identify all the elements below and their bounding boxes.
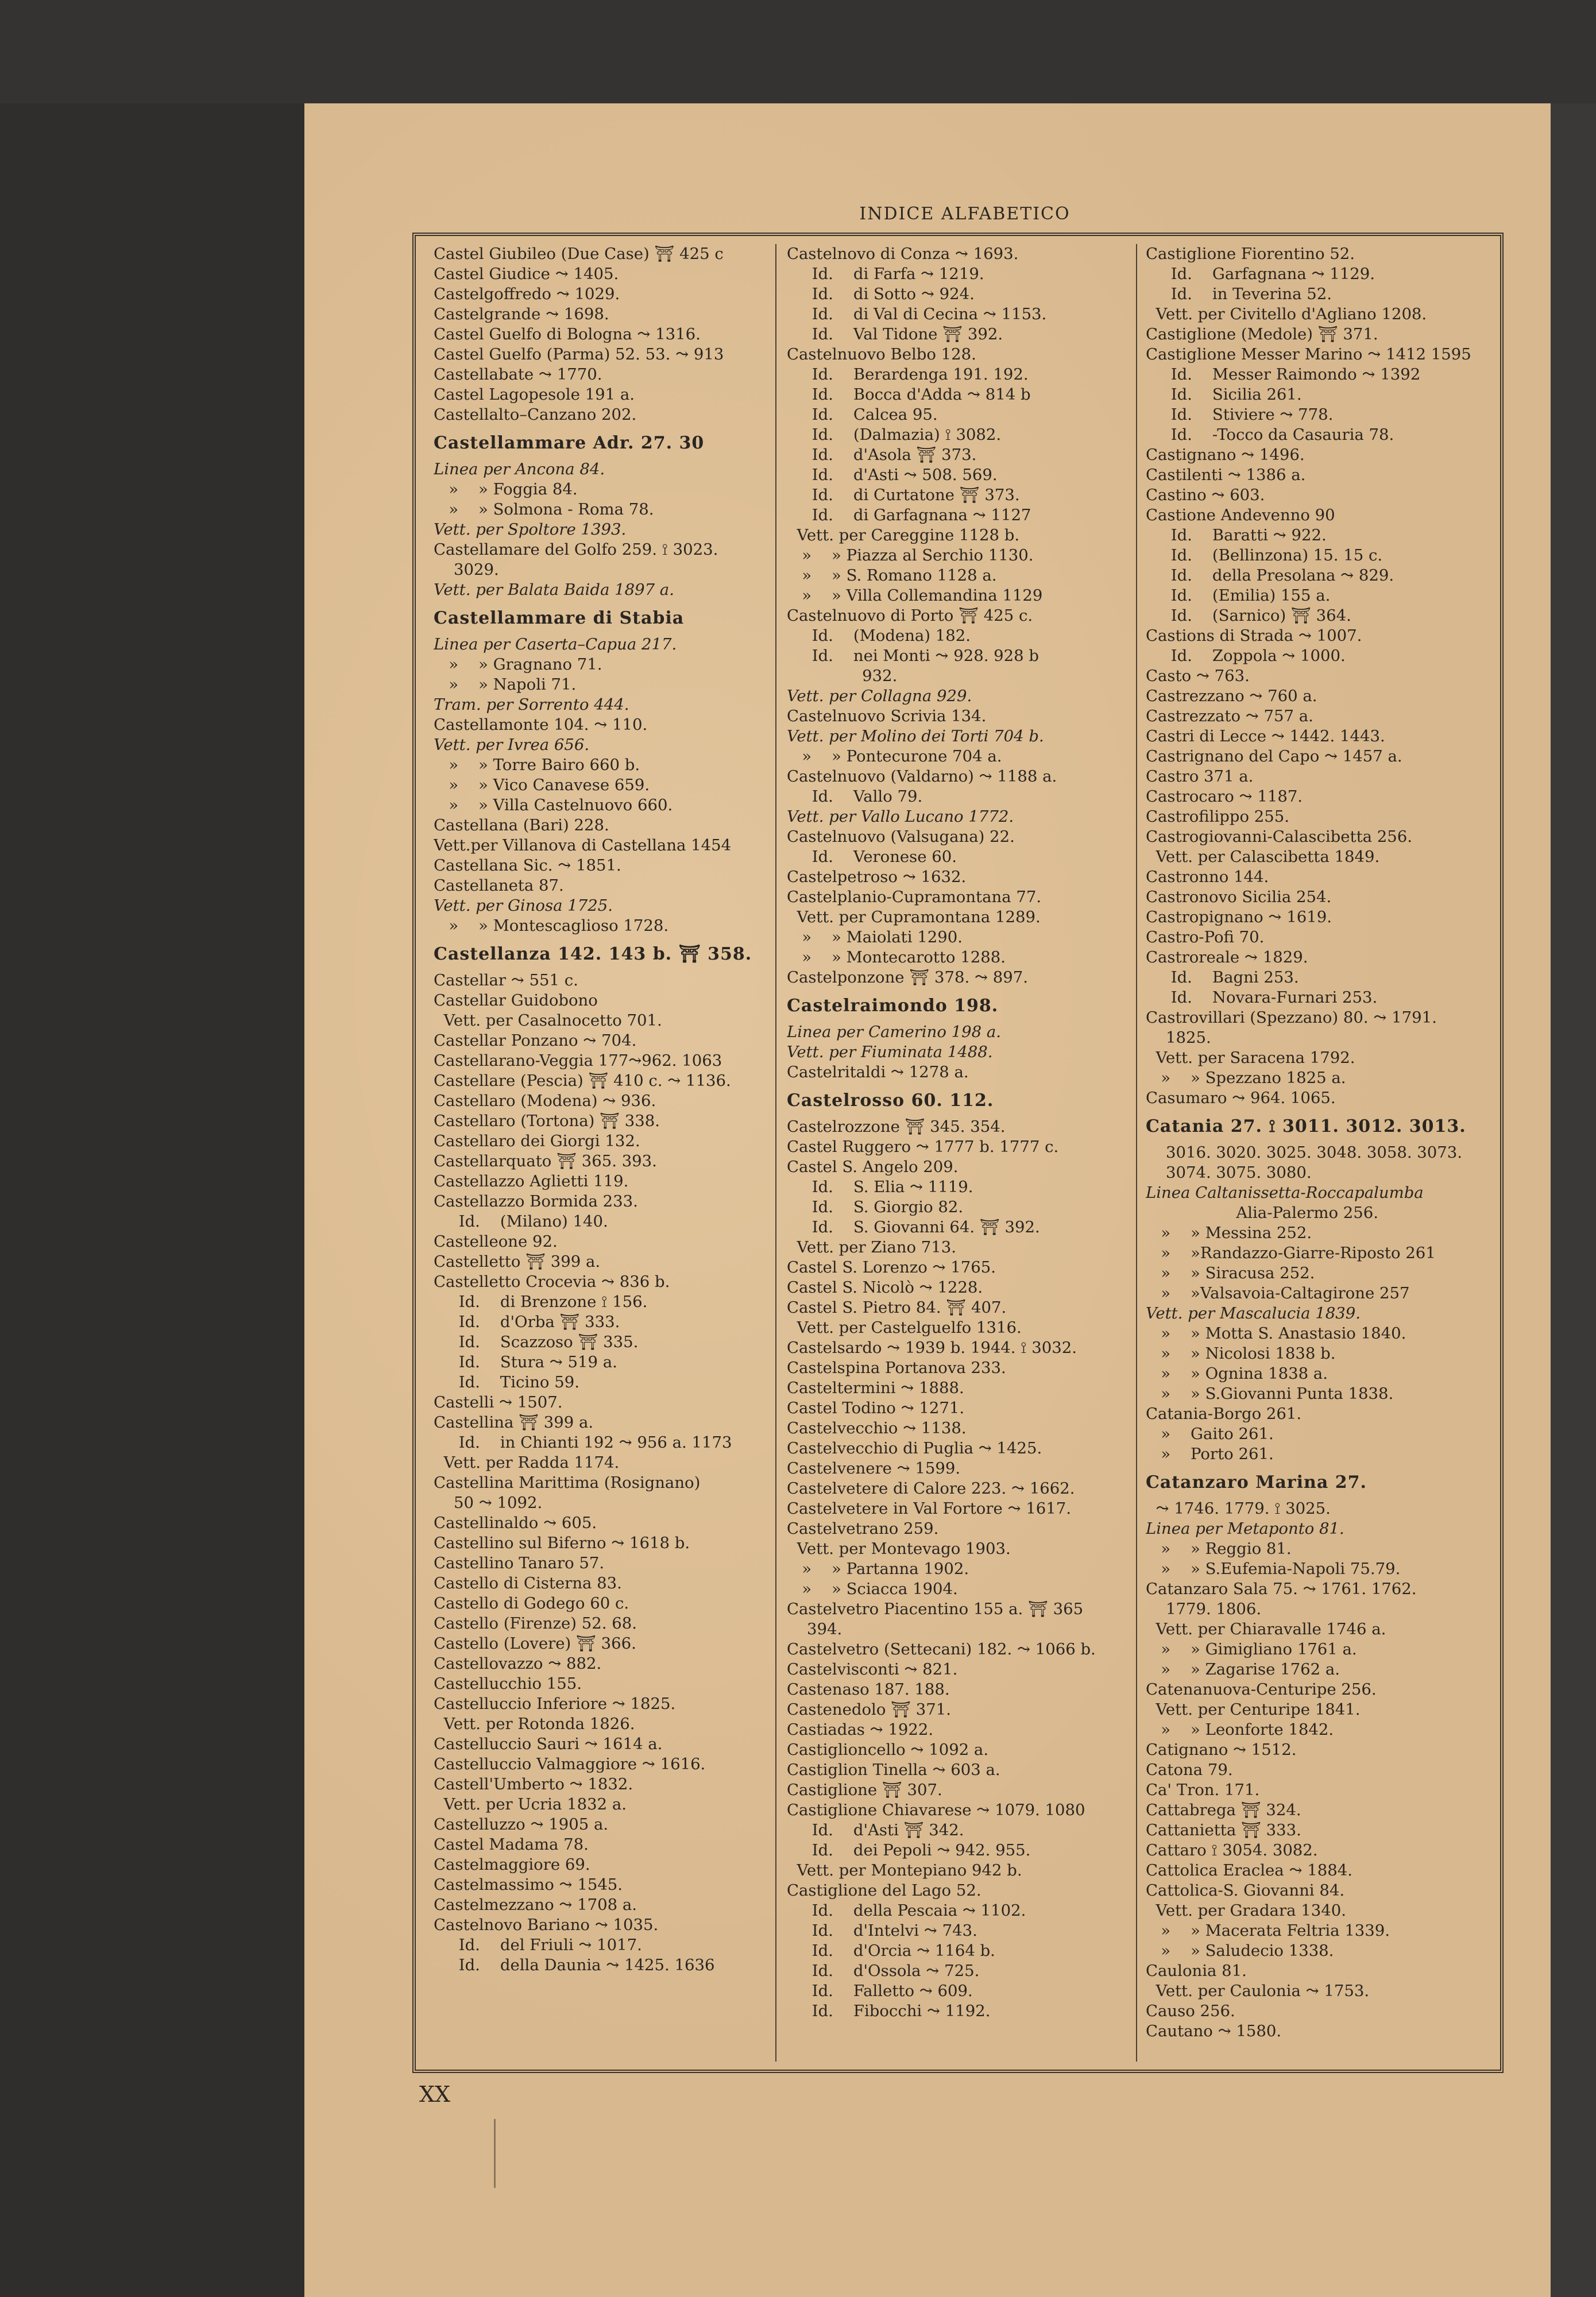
index-entry: Id. della Daunia ⤳ 1425. 1636 — [434, 1956, 715, 1974]
index-entry: Vett. per Montepiano 942 b. — [787, 1861, 1022, 1880]
index-entry: 50 ⤳ 1092. — [434, 1494, 543, 1512]
index-entry: Castellinaldo ⤳ 605. — [434, 1514, 597, 1532]
column-separator — [1136, 244, 1137, 2062]
index-entry: Castellina Marittima (Rosignano) — [434, 1474, 701, 1492]
page-header: INDICE ALFABETICO — [859, 204, 1071, 224]
page-number: XX — [419, 2082, 451, 2107]
index-entry: » » Reggio 81. — [1146, 1540, 1292, 1558]
index-entry: Castelmaggiore 69. — [434, 1855, 590, 1874]
index-entry: Castellalto–Canzano 202. — [434, 405, 637, 424]
index-entry: Id. Novara-Furnari 253. — [1146, 988, 1378, 1007]
index-entry: » » Napoli 71. — [434, 675, 577, 694]
index-entry: Id. (Bellinzona) 15. 15 c. — [1146, 546, 1383, 564]
index-entry: » » Montescaglioso 1728. — [434, 917, 669, 935]
index-entry: Castel S. Lorenzo ⤳ 1765. — [787, 1258, 996, 1277]
index-entry: Castroreale ⤳ 1829. — [1146, 948, 1308, 966]
index-entry: Vett. per Cupramontana 1289. — [787, 908, 1041, 926]
index-entry: Castelraimondo 198. — [787, 996, 999, 1016]
index-entry: Castellina ⛩ 399 a. — [434, 1413, 594, 1432]
index-entry: Caulonia 81. — [1146, 1962, 1247, 1980]
index-entry: Linea Caltanissetta-Roccapalumba — [1146, 1184, 1424, 1202]
index-entry: Castelnuovo (Valsugana) 22. — [787, 827, 1015, 846]
index-entry: Castellovazzo ⤳ 882. — [434, 1654, 602, 1673]
index-entry: Id. Veronese 60. — [787, 848, 957, 866]
scan-background-left — [0, 103, 304, 2297]
index-entry: Id. d'Ossola ⤳ 725. — [787, 1962, 980, 1980]
index-entry: Castellamare del Golfo 259. ⟟ 3023. — [434, 540, 718, 559]
index-entry: Castell'Umberto ⤳ 1832. — [434, 1775, 633, 1793]
index-entry: Casumaro ⤳ 964. 1065. — [1146, 1089, 1336, 1107]
index-entry: Vett. per Chiaravalle 1746 a. — [1146, 1620, 1386, 1638]
index-entry: Id. d'Intelvi ⤳ 743. — [787, 1921, 977, 1940]
index-entry: Id. Garfagnana ⤳ 1129. — [1146, 265, 1375, 283]
index-entry: Castel S. Angelo 209. — [787, 1158, 959, 1176]
index-entry: Id. Fibocchi ⤳ 1192. — [787, 2002, 991, 2020]
index-entry: Id. (Milano) 140. — [434, 1212, 608, 1231]
index-entry: Castello di Godego 60 c. — [434, 1594, 629, 1612]
index-entry: Castellaneta 87. — [434, 876, 564, 895]
index-entry: Castrofilippo 255. — [1146, 807, 1289, 826]
index-entry: Castellammare Adr. 27. 30 — [434, 433, 705, 453]
index-entry: Castelritaldi ⤳ 1278 a. — [787, 1063, 969, 1081]
index-entry: » » Spezzano 1825 a. — [1146, 1069, 1346, 1087]
index-column-1 — [434, 244, 767, 2062]
index-entry: Cattabrega ⛩ 324. — [1146, 1801, 1301, 1819]
index-entry: Linea per Camerino 198 a. — [787, 1023, 1002, 1041]
index-entry: Castiglione Fiorentino 52. — [1146, 245, 1355, 263]
index-entry: Castellar Guidobono — [434, 991, 598, 1010]
index-entry: Vett. per Collagna 929. — [787, 687, 972, 705]
index-entry: Id. in Teverina 52. — [1146, 285, 1332, 303]
index-entry: Castellaro dei Giorgi 132. — [434, 1132, 640, 1150]
index-entry: Id. d'Orcia ⤳ 1164 b. — [787, 1942, 995, 1960]
index-entry: Id. del Friuli ⤳ 1017. — [434, 1936, 642, 1954]
index-entry: Castelmassimo ⤳ 1545. — [434, 1876, 623, 1894]
index-entry: » » Torre Bairo 660 b. — [434, 756, 640, 774]
index-entry: Vett. per Ginosa 1725. — [434, 896, 613, 915]
index-entry: Catanzaro Marina 27. — [1146, 1472, 1367, 1492]
index-entry: » » Messina 252. — [1146, 1224, 1312, 1242]
index-entry: Vett. per Rotonda 1826. — [434, 1715, 635, 1733]
index-entry: Cattaro ⟟ 3054. 3082. — [1146, 1841, 1318, 1859]
index-entry: Castellucchio 155. — [434, 1675, 582, 1693]
index-entry: Castelvetere di Calore 223. ⤳ 1662. — [787, 1479, 1075, 1498]
index-entry: Linea per Metaponto 81. — [1146, 1519, 1344, 1538]
index-entry: Id. Stiviere ⤳ 778. — [1146, 405, 1334, 424]
index-entry: Vett. per Ucria 1832 a. — [434, 1795, 627, 1813]
index-entry: Castelgrande ⤳ 1698. — [434, 305, 609, 323]
index-entry: Castelvetere in Val Fortore ⤳ 1617. — [787, 1499, 1072, 1518]
index-entry: Castelvetrano 259. — [787, 1519, 939, 1538]
index-entry: Castelrosso 60. 112. — [787, 1091, 994, 1111]
index-entry: Castri di Lecce ⤳ 1442. 1443. — [1146, 727, 1385, 745]
index-entry: Catignano ⤳ 1512. — [1146, 1741, 1297, 1759]
index-entry: Castelmezzano ⤳ 1708 a. — [434, 1896, 637, 1914]
index-entry: Castello (Firenze) 52. 68. — [434, 1614, 637, 1633]
index-entry: Castellamonte 104. ⤳ 110. — [434, 716, 648, 734]
index-entry: 3016. 3020. 3025. 3048. 3058. 3073. — [1146, 1143, 1463, 1162]
index-entry: » » Solmona - Roma 78. — [434, 500, 654, 519]
index-entry: Castelnovo Bariano ⤳ 1035. — [434, 1916, 659, 1934]
index-entry: Vett. per Radda 1174. — [434, 1453, 620, 1472]
index-entry: Castiglion Tinella ⤳ 603 a. — [787, 1761, 1000, 1779]
index-entry: Id. Messer Raimondo ⤳ 1392 — [1146, 365, 1421, 384]
index-entry: Castel Ruggero ⤳ 1777 b. 1777 c. — [787, 1138, 1059, 1156]
index-entry: Castel Todino ⤳ 1271. — [787, 1399, 965, 1417]
index-entry: Vett. per Centuripe 1841. — [1146, 1700, 1361, 1719]
index-entry: Vett. per Careggine 1128 b. — [787, 526, 1020, 544]
index-entry: Id. Scazzoso ⛩ 335. — [434, 1333, 639, 1351]
index-entry: Castiglioncello ⤳ 1092 a. — [787, 1741, 989, 1759]
index-entry: » » Zagarise 1762 a. — [1146, 1660, 1340, 1679]
index-entry: Id. Vallo 79. — [787, 787, 923, 806]
index-entry: » » Villa Castelnuovo 660. — [434, 796, 673, 814]
index-entry: » » Leonforte 1842. — [1146, 1720, 1334, 1739]
index-entry: Id. Sicilia 261. — [1146, 385, 1302, 404]
scan-background-right — [1551, 103, 1596, 2297]
index-entry: Id. dei Pepoli ⤳ 942. 955. — [787, 1841, 1031, 1859]
index-entry: » » Siracusa 252. — [1146, 1264, 1315, 1282]
index-entry: Id. (Sarnico) ⛩ 364. — [1146, 606, 1351, 625]
index-entry: Castelletto ⛩ 399 a. — [434, 1252, 601, 1271]
index-entry: Vett. per Calascibetta 1849. — [1146, 848, 1380, 866]
index-entry: Castiglione ⛩ 307. — [787, 1781, 942, 1799]
index-entry: Castellare (Pescia) ⛩ 410 c. ⤳ 1136. — [434, 1072, 731, 1090]
index-entry: » » Vico Canavese 659. — [434, 776, 650, 794]
index-entry: Castrogiovanni-Calascibetta 256. — [1146, 827, 1412, 846]
index-entry: Castronno 144. — [1146, 868, 1269, 886]
index-entry: Castelvetro Piacentino 155 a. ⛩ 365 — [787, 1600, 1084, 1618]
index-entry: Castelponzone ⛩ 378. ⤳ 897. — [787, 968, 1028, 987]
index-entry: » » S.Eufemia-Napoli 75.79. — [1146, 1560, 1401, 1578]
index-entry: » »Randazzo-Giarre-Riposto 261 — [1146, 1244, 1436, 1262]
index-entry: Id. d'Orba ⛩ 333. — [434, 1313, 620, 1331]
index-entry: Castelvisconti ⤳ 821. — [787, 1660, 958, 1679]
index-entry: Castelvecchio di Puglia ⤳ 1425. — [787, 1439, 1042, 1457]
index-entry: Castel Guelfo di Bologna ⤳ 1316. — [434, 325, 701, 343]
index-entry: Id. (Modena) 182. — [787, 627, 971, 645]
index-entry: 1779. 1806. — [1146, 1600, 1262, 1618]
index-entry: Castelgoffredo ⤳ 1029. — [434, 285, 620, 303]
index-entry: Vett. per Civitello d'Agliano 1208. — [1146, 305, 1427, 323]
index-entry: Castrignano del Capo ⤳ 1457 a. — [1146, 747, 1402, 765]
index-entry: Castelvenere ⤳ 1599. — [787, 1459, 961, 1478]
index-entry: Cattolica-S. Giovanni 84. — [1146, 1881, 1345, 1900]
index-entry: Linea per Caserta–Capua 217. — [434, 635, 677, 653]
index-entry: Castelnovo di Conza ⤳ 1693. — [787, 245, 1019, 263]
index-entry: Catania 27. ⟟ 3011. 3012. 3013. — [1146, 1116, 1466, 1136]
index-entry: Vett. per Vallo Lucano 1772. — [787, 807, 1014, 826]
index-entry: Catenanuova-Centuripe 256. — [1146, 1680, 1377, 1699]
index-entry: » » Montecarotto 1288. — [787, 948, 1006, 966]
index-entry: Catona 79. — [1146, 1761, 1233, 1779]
index-entry: » » Gragnano 71. — [434, 655, 602, 674]
index-entry: Castello (Lovere) ⛩ 366. — [434, 1634, 636, 1653]
index-entry: Vett. per Saracena 1792. — [1146, 1049, 1355, 1067]
index-entry: Vett. per Caulonia ⤳ 1753. — [1146, 1982, 1370, 2000]
index-entry: Id. di Sotto ⤳ 924. — [787, 285, 975, 303]
index-entry: Id. in Chianti 192 ⤳ 956 a. 1173 — [434, 1433, 732, 1452]
index-entry: » » Villa Collemandina 1129 — [787, 586, 1043, 605]
index-entry: Castellana (Bari) 228. — [434, 816, 609, 834]
index-entry: Castelnuovo (Valdarno) ⤳ 1188 a. — [787, 767, 1057, 786]
index-column-3 — [1146, 244, 1490, 2062]
index-entry: Id. S. Giorgio 82. — [787, 1198, 964, 1216]
index-entry: Castellazzo Bormida 233. — [434, 1192, 638, 1211]
index-entry: Castione Andevenno 90 — [1146, 506, 1335, 524]
index-entry: Castrocaro ⤳ 1187. — [1146, 787, 1303, 806]
index-entry: Castello di Cisterna 83. — [434, 1574, 622, 1592]
index-entry: Vett. per Montevago 1903. — [787, 1540, 1011, 1558]
index-entry: Castelluccio Sauri ⤳ 1614 a. — [434, 1735, 663, 1753]
index-entry: Castronovo Sicilia 254. — [1146, 888, 1332, 906]
index-entry: Linea per Ancona 84. — [434, 460, 605, 478]
index-entry: Castrezzano ⤳ 760 a. — [1146, 687, 1317, 705]
index-entry: Castellammare di Stabia — [434, 608, 685, 628]
index-entry: » Porto 261. — [1146, 1445, 1274, 1463]
index-entry: 394. — [787, 1620, 843, 1638]
index-entry: Castel Giudice ⤳ 1405. — [434, 265, 619, 283]
index-entry: Castions di Strada ⤳ 1007. — [1146, 627, 1362, 645]
index-entry: Id. nei Monti ⤳ 928. 928 b — [787, 647, 1039, 665]
index-entry: Id. di Curtatone ⛩ 373. — [787, 486, 1020, 504]
index-entry: » » Motta S. Anastasio 1840. — [1146, 1324, 1406, 1343]
index-entry: Castelli ⤳ 1507. — [434, 1393, 563, 1412]
index-entry: Castilenti ⤳ 1386 a. — [1146, 466, 1306, 484]
index-entry: Id. Bocca d'Adda ⤳ 814 b — [787, 385, 1031, 404]
index-entry: Castelplanio-Cupramontana 77. — [787, 888, 1042, 906]
index-entry: Castelluccio Inferiore ⤳ 1825. — [434, 1695, 676, 1713]
index-entry: » » Macerata Feltria 1339. — [1146, 1921, 1390, 1940]
index-entry: 3074. 3075. 3080. — [1146, 1163, 1312, 1182]
index-entry: Castiadas ⤳ 1922. — [787, 1720, 934, 1739]
index-entry: Castellanza 142. 143 b. ⛩ 358. — [434, 944, 752, 964]
index-entry: Castel S. Pietro 84. ⛩ 407. — [787, 1298, 1007, 1317]
index-entry: » » Saludecio 1338. — [1146, 1942, 1334, 1960]
index-entry: Castelluccio Valmaggiore ⤳ 1616. — [434, 1755, 706, 1773]
index-entry: Castel Madama 78. — [434, 1835, 589, 1854]
index-entry: » » S.Giovanni Punta 1838. — [1146, 1385, 1394, 1403]
index-entry: Id. Stura ⤳ 519 a. — [434, 1353, 617, 1371]
index-entry: Id. (Emilia) 155 a. — [1146, 586, 1331, 605]
index-entry: Vett. per Castelguelfo 1316. — [787, 1318, 1022, 1337]
index-entry: » »Valsavoia-Caltagirone 257 — [1146, 1284, 1410, 1302]
index-entry: Castellana Sic. ⤳ 1851. — [434, 856, 621, 875]
index-entry: Vett. per Molino dei Torti 704 b. — [787, 727, 1044, 745]
index-entry: Castelletto Crocevia ⤳ 836 b. — [434, 1273, 670, 1291]
index-entry: Castel Lagopesole 191 a. — [434, 385, 635, 404]
index-entry: » » S. Romano 1128 a. — [787, 566, 997, 585]
index-entry: Vett. per Casalnocetto 701. — [434, 1011, 662, 1030]
index-entry: Castrovillari (Spezzano) 80. ⤳ 1791. — [1146, 1008, 1437, 1027]
index-entry: Id. -Tocco da Casauria 78. — [1146, 426, 1394, 444]
index-entry: Castellaro (Tortona) ⛩ 338. — [434, 1112, 660, 1130]
index-entry: Id. d'Asti ⛩ 342. — [787, 1821, 964, 1839]
index-entry: » » Maiolati 1290. — [787, 928, 963, 946]
index-entry: Castelnuovo di Porto ⛩ 425 c. — [787, 606, 1033, 625]
index-entry: Castellaro (Modena) ⤳ 936. — [434, 1092, 656, 1110]
index-entry: » » Pontecurone 704 a. — [787, 747, 1002, 765]
index-entry: Castellar Ponzano ⤳ 704. — [434, 1031, 637, 1050]
index-entry: Id. della Presolana ⤳ 829. — [1146, 566, 1394, 585]
index-entry: Castellino sul Biferno ⤳ 1618 b. — [434, 1534, 690, 1552]
index-entry: Ca' Tron. 171. — [1146, 1781, 1260, 1799]
index-entry: Vett. per Spoltore 1393. — [434, 520, 627, 539]
index-entry: Castel S. Nicolò ⤳ 1228. — [787, 1278, 983, 1297]
index-entry: Castellino Tanaro 57. — [434, 1554, 605, 1572]
index-entry: Id. d'Asti ⤳ 508. 569. — [787, 466, 998, 484]
index-entry: Id. Calcea 95. — [787, 405, 938, 424]
index-entry: Alia-Palermo 256. — [1146, 1204, 1378, 1222]
index-entry: Vett. per Gradara 1340. — [1146, 1901, 1346, 1920]
index-entry: » » Partanna 1902. — [787, 1560, 969, 1578]
index-entry: Vett. per Ziano 713. — [787, 1238, 956, 1256]
index-entry: Castiglione del Lago 52. — [787, 1881, 981, 1900]
index-entry: 1825. — [1146, 1028, 1211, 1047]
index-entry: Vett. per Balata Baida 1897 a. — [434, 581, 674, 599]
index-entry: Castelluzzo ⤳ 1905 a. — [434, 1815, 609, 1834]
index-entry: Castenedolo ⛩ 371. — [787, 1700, 951, 1719]
index-entry: Castellar ⤳ 551 c. — [434, 971, 578, 989]
index-entry: Castiglione Chiavarese ⤳ 1079. 1080 — [787, 1801, 1085, 1819]
index-entry: Catanzaro Sala 75. ⤳ 1761. 1762. — [1146, 1580, 1417, 1598]
index-entry: Vett. per Ivrea 656. — [434, 736, 590, 754]
index-entry: Id. della Pescaia ⤳ 1102. — [787, 1901, 1026, 1920]
index-entry: Tram. per Sorrento 444. — [434, 695, 629, 714]
index-entry: Castelrozzone ⛩ 345. 354. — [787, 1117, 1006, 1136]
index-entry: Castelleone 92. — [434, 1232, 558, 1251]
index-entry: Id. Zoppola ⤳ 1000. — [1146, 647, 1346, 665]
index-entry: Castrezzato ⤳ 757 a. — [1146, 707, 1313, 725]
index-entry: Castelpetroso ⤳ 1632. — [787, 868, 967, 886]
index-entry: Castellarquato ⛩ 365. 393. — [434, 1152, 657, 1170]
index-entry: » » Gimigliano 1761 a. — [1146, 1640, 1357, 1658]
index-entry: » » Nicolosi 1838 b. — [1146, 1344, 1336, 1363]
index-entry: Id. Ticino 59. — [434, 1373, 579, 1391]
index-entry: Cattanietta ⛩ 333. — [1146, 1821, 1301, 1839]
index-entry: Castelnuovo Belbo 128. — [787, 345, 976, 364]
index-entry: Id. d'Asola ⛩ 373. — [787, 446, 977, 464]
index-entry: Id. di Val di Cecina ⤳ 1153. — [787, 305, 1047, 323]
index-entry: Vett.per Villanova di Castellana 1454 — [434, 836, 732, 854]
index-column-2 — [787, 244, 1131, 2062]
index-entry: 3029. — [434, 560, 499, 579]
index-entry: Castelsardo ⤳ 1939 b. 1944. ⟟ 3032. — [787, 1339, 1077, 1357]
index-entry: Castignano ⤳ 1496. — [1146, 446, 1305, 464]
index-entry: Vett. per Mascalucia 1839. — [1146, 1304, 1361, 1322]
index-entry: » » Sciacca 1904. — [787, 1580, 958, 1598]
index-entry: Id. Falletto ⤳ 609. — [787, 1982, 973, 2000]
index-entry: » » Ognina 1838 a. — [1146, 1364, 1328, 1383]
column-separator — [775, 244, 776, 2062]
scan-background-top — [0, 0, 1596, 103]
index-entry: Id. di Farfa ⤳ 1219. — [787, 265, 984, 283]
index-entry: Id. Baratti ⤳ 922. — [1146, 526, 1327, 544]
index-entry: Id. S. Elia ⤳ 1119. — [787, 1178, 973, 1196]
index-entry: ⤳ 1746. 1779. ⟟ 3025. — [1146, 1499, 1331, 1518]
index-entry: Casto ⤳ 763. — [1146, 667, 1250, 685]
index-entry: Id. di Garfagnana ⤳ 1127 — [787, 506, 1031, 524]
index-entry: Catania-Borgo 261. — [1146, 1405, 1302, 1423]
index-entry: Castellazzo Aglietti 119. — [434, 1172, 629, 1190]
index-entry: Castino ⤳ 603. — [1146, 486, 1265, 504]
index-entry: Id. (Dalmazia) ⟟ 3082. — [787, 426, 1002, 444]
index-entry: Castiglione Messer Marino ⤳ 1412 1595 — [1146, 345, 1471, 364]
index-entry: Cattolica Eraclea ⤳ 1884. — [1146, 1861, 1352, 1880]
index-entry: Castellabate ⤳ 1770. — [434, 365, 602, 384]
index-entry: » » Foggia 84. — [434, 480, 578, 498]
index-entry: Id. S. Giovanni 64. ⛩ 392. — [787, 1218, 1040, 1236]
index-entry: Castelvecchio ⤳ 1138. — [787, 1419, 967, 1437]
index-entry: » Gaito 261. — [1146, 1425, 1274, 1443]
index-entry: Castro 371 a. — [1146, 767, 1254, 786]
index-entry: Castelnuovo Scrivia 134. — [787, 707, 987, 725]
index-entry: Castel Guelfo (Parma) 52. 53. ⤳ 913 — [434, 345, 724, 364]
index-entry: » » Piazza al Serchio 1130. — [787, 546, 1034, 564]
index-entry: Vett. per Fiuminata 1488. — [787, 1043, 993, 1061]
index-entry: Casteltermini ⤳ 1888. — [787, 1379, 964, 1397]
index-entry: Castellarano-Veggia 177⤳962. 1063 — [434, 1051, 722, 1070]
index-entry: Id. Bagni 253. — [1146, 968, 1299, 987]
index-entry: Castelspina Portanova 233. — [787, 1359, 1006, 1377]
index-entry: Causo 256. — [1146, 2002, 1235, 2020]
index-entry: Castiglione (Medole) ⛩ 371. — [1146, 325, 1378, 343]
index-entry: Cautano ⤳ 1580. — [1146, 2022, 1282, 2040]
index-entry: Id. di Brenzone ⟟ 156. — [434, 1293, 648, 1311]
index-entry: Castel Giubileo (Due Case) ⛩ 425 c — [434, 245, 724, 263]
index-entry: Castro-Pofi 70. — [1146, 928, 1265, 946]
index-entry: Id. Berardenga 191. 192. — [787, 365, 1029, 384]
paper-crease — [494, 2119, 496, 2188]
index-entry: Castelvetro (Settecani) 182. ⤳ 1066 b. — [787, 1640, 1096, 1658]
index-entry: Castropignano ⤳ 1619. — [1146, 908, 1332, 926]
index-entry: 932. — [787, 667, 898, 685]
index-entry: Castenaso 187. 188. — [787, 1680, 950, 1699]
index-entry: Id. Val Tidone ⛩ 392. — [787, 325, 1003, 343]
